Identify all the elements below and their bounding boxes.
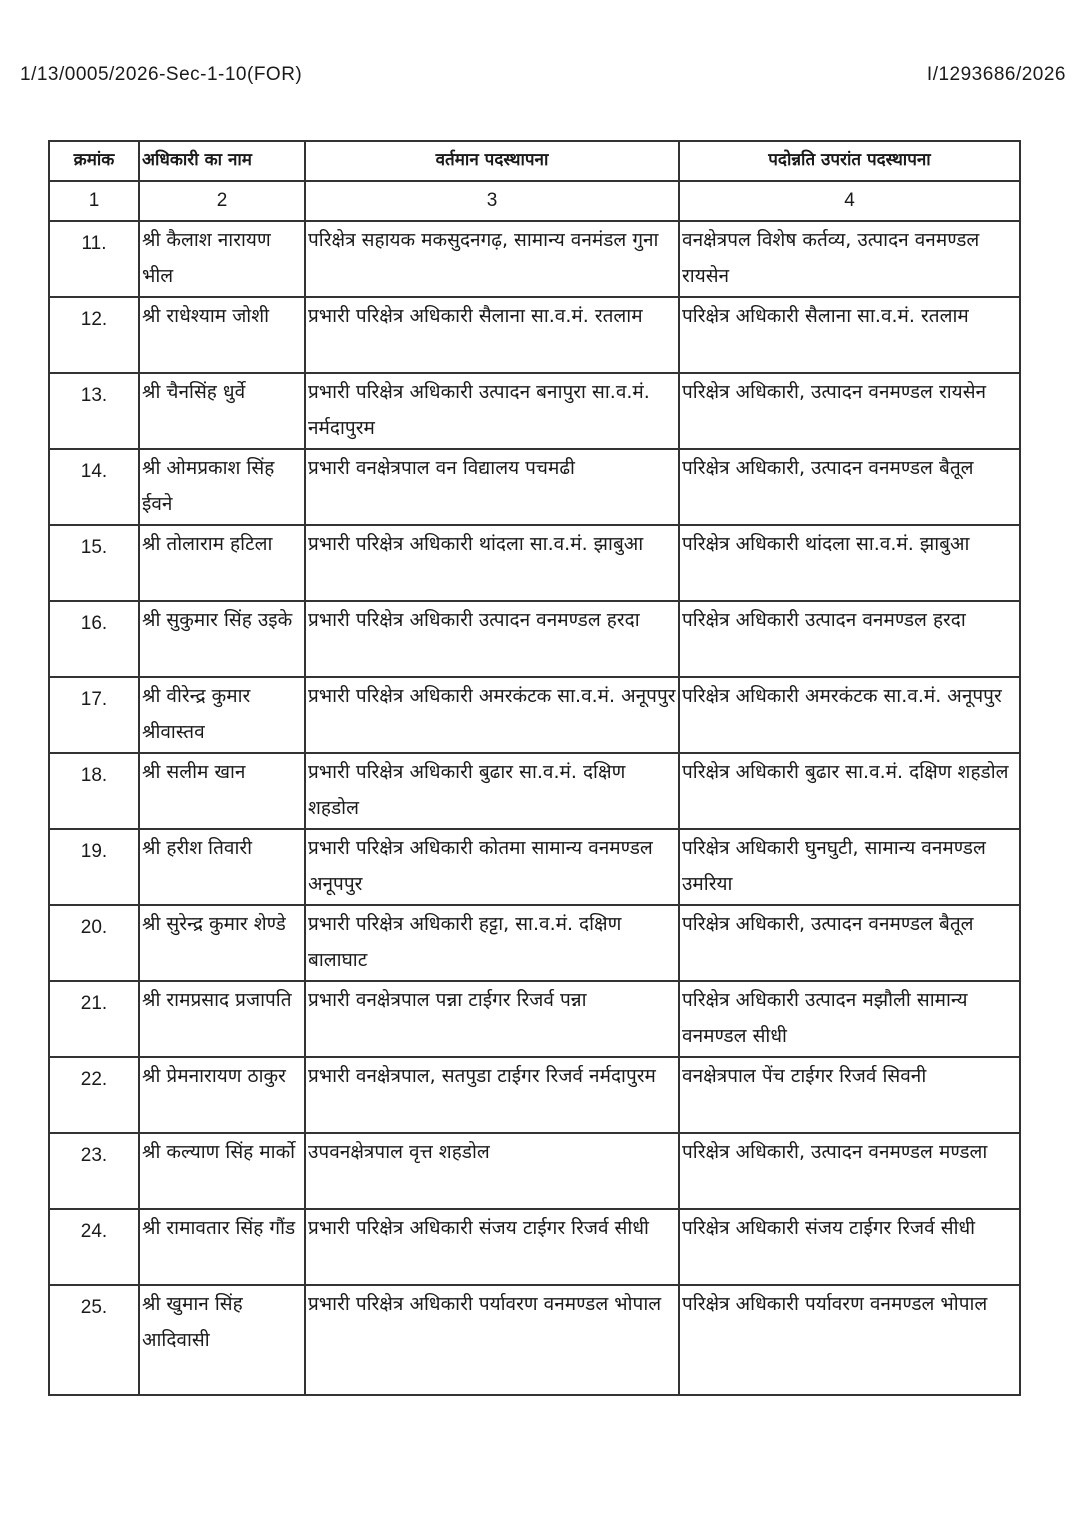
column-number: 2 <box>139 181 305 221</box>
current-posting-cell: प्रभारी वनक्षेत्रपाल, सतपुडा टाईगर रिजर्व नर्मदापुरम <box>305 1057 679 1133</box>
officer-name-cell: श्री चैनसिंह धुर्वे <box>139 373 305 449</box>
post-promotion-posting-cell: परिक्षेत्र अधिकारी, उत्पादन वनमण्डल मण्डला <box>679 1133 1020 1209</box>
table-body <box>49 221 1020 1395</box>
current-posting-cell: प्रभारी परिक्षेत्र अधिकारी संजय टाईगर रिजर्व सीधी <box>305 1209 679 1285</box>
table-row <box>49 753 1020 829</box>
table-row <box>49 829 1020 905</box>
table-header-row <box>49 141 1020 181</box>
table-row <box>49 1285 1020 1395</box>
table-row <box>49 601 1020 677</box>
table-row <box>49 1209 1020 1285</box>
post-promotion-posting-cell: परिक्षेत्र अधिकारी थांदला सा.व.मं. झाबुआ <box>679 525 1020 601</box>
current-posting-cell: प्रभारी परिक्षेत्र अधिकारी कोतमा सामान्य वनमण्डल अनूपपुर <box>305 829 679 905</box>
post-promotion-posting-cell: परिक्षेत्र अधिकारी उत्पादन मझौली सामान्य वनमण्डल सीधी <box>679 981 1020 1057</box>
serial-number-cell: 16. <box>49 601 139 677</box>
officer-posting-table <box>48 140 1021 1396</box>
post-promotion-posting-cell: परिक्षेत्र अधिकारी संजय टाईगर रिजर्व सीधी <box>679 1209 1020 1285</box>
column-number-row <box>49 181 1020 221</box>
officer-name-cell: श्री तोलाराम हटिला <box>139 525 305 601</box>
serial-number-cell: 20. <box>49 905 139 981</box>
table-row <box>49 677 1020 753</box>
serial-number-cell: 15. <box>49 525 139 601</box>
serial-number-cell: 12. <box>49 297 139 373</box>
table-row <box>49 1057 1020 1133</box>
post-promotion-posting-cell: परिक्षेत्र अधिकारी पर्यावरण वनमण्डल भोपाल <box>679 1285 1020 1395</box>
serial-number-cell: 14. <box>49 449 139 525</box>
serial-number-cell: 19. <box>49 829 139 905</box>
officer-name-cell: श्री रामप्रसाद प्रजापति <box>139 981 305 1057</box>
table-row <box>49 221 1020 297</box>
current-posting-cell: प्रभारी परिक्षेत्र अधिकारी उत्पादन बनापुरा सा.व.मं. नर्मदापुरम <box>305 373 679 449</box>
post-promotion-posting-cell: परिक्षेत्र अधिकारी उत्पादन वनमण्डल हरदा <box>679 601 1020 677</box>
column-header-current-posting: वर्तमान पदस्थापना <box>305 141 679 181</box>
current-posting-cell: प्रभारी परिक्षेत्र अधिकारी पर्यावरण वनमण्डल भोपाल <box>305 1285 679 1395</box>
current-posting-cell: प्रभारी परिक्षेत्र अधिकारी अमरकंटक सा.व.मं. अनूपपुर <box>305 677 679 753</box>
column-header-serial: क्रमांक <box>49 141 139 181</box>
column-number: 4 <box>679 181 1020 221</box>
officer-name-cell: श्री रामावतार सिंह गौंड <box>139 1209 305 1285</box>
serial-number-cell: 25. <box>49 1285 139 1395</box>
post-promotion-posting-cell: परिक्षेत्र अधिकारी अमरकंटक सा.व.मं. अनूपपुर <box>679 677 1020 753</box>
table-row <box>49 1133 1020 1209</box>
current-posting-cell: प्रभारी परिक्षेत्र अधिकारी सैलाना सा.व.मं. रतलाम <box>305 297 679 373</box>
post-promotion-posting-cell: परिक्षेत्र अधिकारी, उत्पादन वनमण्डल रायसेन <box>679 373 1020 449</box>
post-promotion-posting-cell: वनक्षेत्रपल विशेष कर्तव्य, उत्पादन वनमण्डल रायसेन <box>679 221 1020 297</box>
officer-name-cell: श्री कैलाश नारायण भील <box>139 221 305 297</box>
current-posting-cell: प्रभारी वनक्षेत्रपाल वन विद्यालय पचमढी <box>305 449 679 525</box>
officer-name-cell: श्री सुकुमार सिंह उइके <box>139 601 305 677</box>
file-reference-number: 1/13/0005/2026-Sec-1-10(FOR) <box>20 64 303 85</box>
post-promotion-posting-cell: वनक्षेत्रपाल पेंच टाईगर रिजर्व सिवनी <box>679 1057 1020 1133</box>
serial-number-cell: 22. <box>49 1057 139 1133</box>
post-promotion-posting-cell: परिक्षेत्र अधिकारी, उत्पादन वनमण्डल बैतूल <box>679 905 1020 981</box>
officer-name-cell: श्री सलीम खान <box>139 753 305 829</box>
post-promotion-posting-cell: परिक्षेत्र अधिकारी, उत्पादन वनमण्डल बैतूल <box>679 449 1020 525</box>
serial-number-cell: 11. <box>49 221 139 297</box>
table-row <box>49 525 1020 601</box>
officer-name-cell: श्री कल्याण सिंह मार्को <box>139 1133 305 1209</box>
officer-name-cell: श्री खुमान सिंह आदिवासी <box>139 1285 305 1395</box>
table-row <box>49 297 1020 373</box>
document-reference-number: I/1293686/2026 <box>926 64 1066 85</box>
officer-name-cell: श्री सुरेन्द्र कुमार शेण्डे <box>139 905 305 981</box>
current-posting-cell: प्रभारी परिक्षेत्र अधिकारी थांदला सा.व.मं. झाबुआ <box>305 525 679 601</box>
column-header-post-promotion-posting: पदोन्नति उपरांत पदस्थापना <box>679 141 1020 181</box>
table-row <box>49 373 1020 449</box>
serial-number-cell: 13. <box>49 373 139 449</box>
officer-name-cell: श्री हरीश तिवारी <box>139 829 305 905</box>
column-header-officer-name: अधिकारी का नाम <box>139 141 305 181</box>
current-posting-cell: परिक्षेत्र सहायक मकसुदनगढ़, सामान्य वनमंडल गुना <box>305 221 679 297</box>
current-posting-cell: प्रभारी परिक्षेत्र अधिकारी उत्पादन वनमण्डल हरदा <box>305 601 679 677</box>
serial-number-cell: 24. <box>49 1209 139 1285</box>
table-row <box>49 905 1020 981</box>
serial-number-cell: 23. <box>49 1133 139 1209</box>
officer-name-cell: श्री प्रेमनारायण ठाकुर <box>139 1057 305 1133</box>
post-promotion-posting-cell: परिक्षेत्र अधिकारी बुढार सा.व.मं. दक्षिण शहडोल <box>679 753 1020 829</box>
column-number: 3 <box>305 181 679 221</box>
table-row <box>49 449 1020 525</box>
officer-name-cell: श्री ओमप्रकाश सिंह ईवने <box>139 449 305 525</box>
post-promotion-posting-cell: परिक्षेत्र अधिकारी सैलाना सा.व.मं. रतलाम <box>679 297 1020 373</box>
post-promotion-posting-cell: परिक्षेत्र अधिकारी घुनघुटी, सामान्य वनमण्डल उमरिया <box>679 829 1020 905</box>
current-posting-cell: उपवनक्षेत्रपाल वृत्त शहडोल <box>305 1133 679 1209</box>
serial-number-cell: 21. <box>49 981 139 1057</box>
current-posting-cell: प्रभारी परिक्षेत्र अधिकारी हट्टा, सा.व.मं. दक्षिण बालाघाट <box>305 905 679 981</box>
officer-name-cell: श्री वीरेन्द्र कुमार श्रीवास्तव <box>139 677 305 753</box>
serial-number-cell: 18. <box>49 753 139 829</box>
table-row <box>49 981 1020 1057</box>
serial-number-cell: 17. <box>49 677 139 753</box>
current-posting-cell: प्रभारी वनक्षेत्रपाल पन्ना टाईगर रिजर्व पन्ना <box>305 981 679 1057</box>
current-posting-cell: प्रभारी परिक्षेत्र अधिकारी बुढार सा.व.मं. दक्षिण शहडोल <box>305 753 679 829</box>
column-number: 1 <box>49 181 139 221</box>
officer-name-cell: श्री राधेश्याम जोशी <box>139 297 305 373</box>
